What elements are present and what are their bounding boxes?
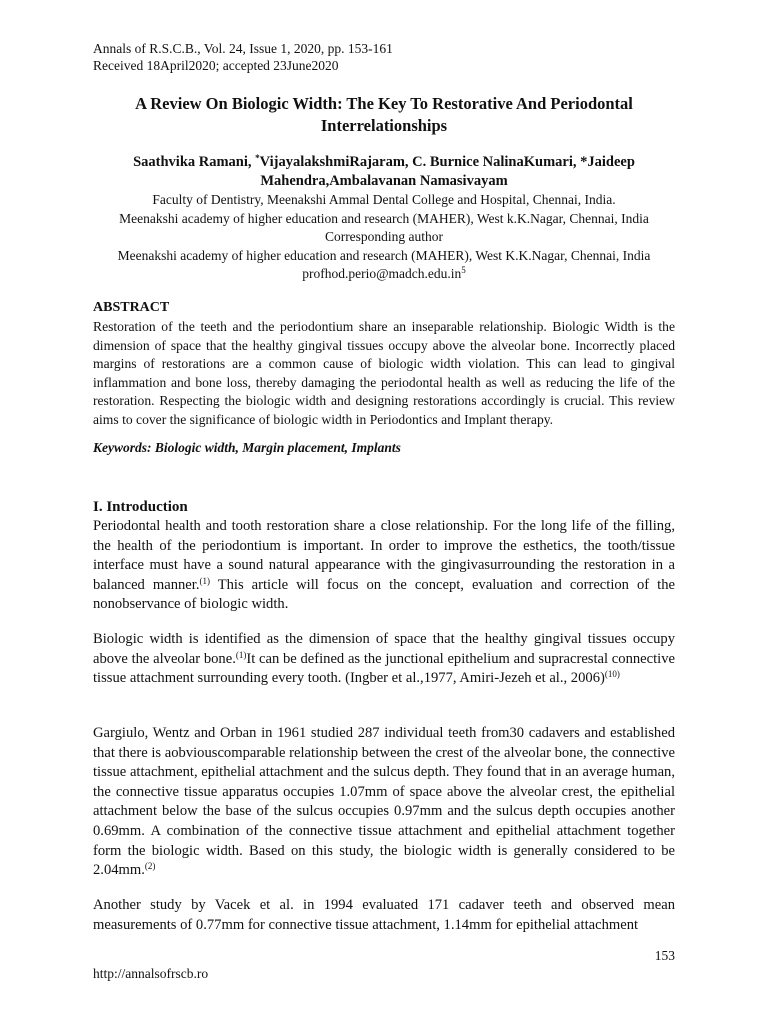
author-rest: VijayalakshmiRajaram, C. Burnice NalinaKumari, *Jaideep Mahendra,Ambalavanan Namasivayam: [259, 154, 635, 189]
footer-url[interactable]: http://annalsofrscb.ro: [93, 966, 209, 981]
citation-ref: (2): [144, 861, 156, 872]
email-superscript: 5: [461, 265, 466, 276]
abstract-text: Restoration of the teeth and the periodontium share an inseparable relationship. Biologic Width is the dimension of space that the healthy gingival tissues occupy above the alveolar bone. Incorrectly placed margins of restorations are a common cause of biologic width violation. This can lead to gingival inflammation and bone loss, thereby damaging the periodontal health as well as reducing the life of the restoration. Respecting the biologic width and designing restorations accordingly is crucial. This review aims to cover the significance of biologic width in Periodontics and Implant therapy.: [93, 319, 675, 427]
page-number: 153: [654, 948, 675, 963]
corresponding-author-label: Corresponding author: [324, 229, 444, 245]
received-dates: Received 18April2020; accepted 23June2020: [93, 58, 339, 73]
citation-ref: (10): [604, 669, 620, 680]
citation-ref: (1): [235, 649, 247, 660]
section-heading-introduction: I. Introduction: [93, 499, 188, 515]
author-list: [93, 153, 675, 191]
paper-title: A Review On Biologic Width: The Key To Restorative And Periodontal Interrelationships: [135, 94, 633, 135]
paragraph-text: This article will focus on the concept, evaluation and correction of the nonobservance of biologic width.: [93, 576, 675, 613]
body-paragraph: [93, 630, 675, 689]
citation-ref: (1): [199, 575, 210, 586]
paragraph-text: Gargiulo, Wentz and Orban in 1961 studied 287 individual teeth from30 cadavers and established that there is aobviouscomparable relationship between the crest of the alveolar bone, the connective tissue attachment, epithelial attachment and the sulcus depth. They found that in an average human, the connective tissue apparatus occupies 1.07mm of space above the alveolar crest, the epithelial attachment below the base of the sulcus occupies 0.97mm and the sulcus depth occupies another 0.69mm. A combination of the connective tissue attachment and epithelial attachment together form the biologic width. Based on this study, the biologic width is generally considered to be 2.04mm.: [93, 725, 675, 879]
paragraph-text: Biologic width is identified as the dimension of space that the healthy gingival tissues occupy above the alveolar bone.: [93, 631, 675, 667]
body-paragraph: [93, 517, 675, 615]
corresponding-mark: *: [255, 153, 260, 163]
affiliation-line: Faculty of Dentistry, Meenakshi Ammal Dental College and Hospital, Chennai, India.: [152, 192, 616, 207]
body-paragraph: [93, 724, 675, 881]
affiliations: [93, 191, 675, 284]
author-first: Saathvika Ramani,: [133, 154, 256, 170]
affiliation-line: Meenakshi academy of higher education and research (MAHER), West K.K.Nagar, Chennai, India: [117, 247, 651, 263]
keywords: Keywords: Biologic width, Margin placement, Implants: [93, 440, 401, 455]
journal-citation: Annals of R.S.C.B., Vol. 24, Issue 1, 2020, pp. 153-161: [93, 41, 393, 56]
affiliation-line: Meenakshi academy of higher education and research (MAHER), West k.K.Nagar, Chennai, India: [119, 210, 649, 226]
paragraph-text: Periodontal health and tooth restoration share a close relationship. For the long life of the filling, the health of the periodontium is important. In order to improve the esthetics, the tooth/tissue interface must have a sound natural appearance with the gingivasurrounding the restoration in a balanced manner.: [93, 518, 675, 593]
journal-header: [93, 40, 393, 74]
email-link[interactable]: profhod.perio@madch.edu.in: [302, 266, 462, 282]
body-paragraph: Another study by Vacek et al. in 1994 evaluated 171 cadaver teeth and observed mean measurements of 0.77mm for connective tissue attachment, 1.14mm for epithelial attachment: [93, 897, 675, 933]
paragraph-text: It can be defined as the junctional epithelium and supracrestal connective tissue attachment surrounding every tooth. (Ingber et al.,1977, Amiri-Jezeh et al., 2006): [93, 650, 675, 687]
email-line: [93, 265, 675, 284]
abstract-heading: ABSTRACT: [93, 300, 170, 315]
